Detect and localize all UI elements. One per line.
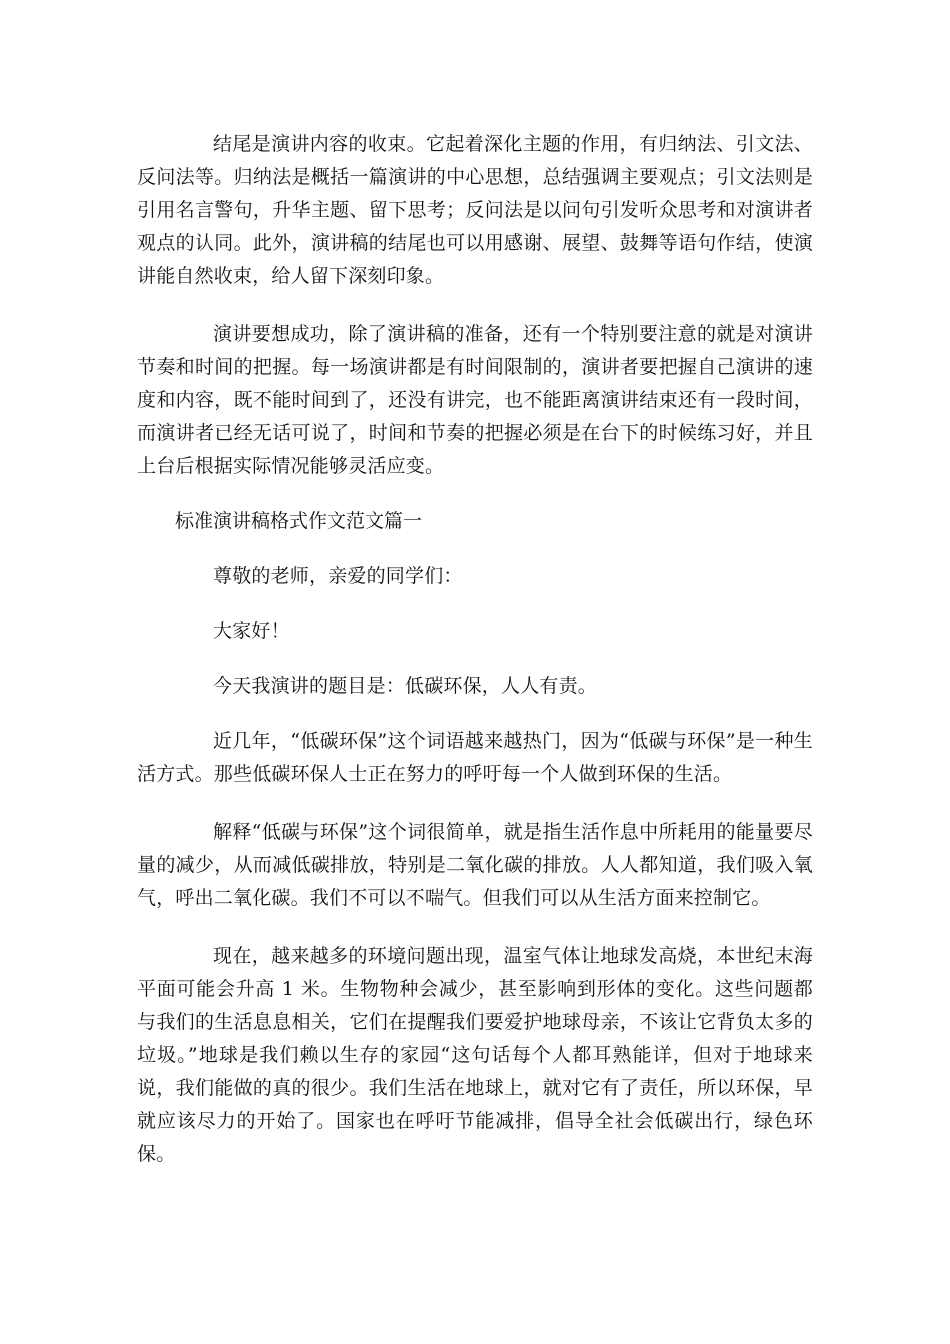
document-page	[137, 128, 813, 1171]
hello-line: 大家好！	[213, 620, 290, 642]
section-title: 标准演讲稿格式作文范文篇一	[175, 510, 423, 532]
body-paragraph: 解释“低碳与环保”这个词很简单，就是指生活作息中所耗用的能量要尽量的减少，从而减低碳排放，特别是二氧化碳的排放。人人都知道，我们吸入氧气，呼出二氧化碳。我们不可以不喘气。但我们可以从生活方面来控制它。	[137, 821, 813, 909]
speech-topic: 今天我演讲的题目是：低碳环保，人人有责。	[213, 675, 598, 697]
paragraph-rhythm-time: 演讲要想成功，除了演讲稿的准备，还有一个特别要注意的就是对演讲节奏和时间的把握。每一场演讲都是有时间限制的，演讲者要把握自己演讲的速度和内容，既不能时间到了，还没有讲完，也不能距离演讲结束还有一段时间，而演讲者已经无话可说了，时间和节奏的把握必须是在台下的时候练习好，并且上台后根据实际情况能够灵活应变。	[137, 323, 813, 477]
paragraph-ending-techniques: 结尾是演讲内容的收束。它起着深化主题的作用，有归纳法、引文法、反问法等。归纳法是概括一篇演讲的中心思想，总结强调主要观点；引文法则是引用名言警句，升华主题、留下思考；反问法是以问句引发听众思考和对演讲者观点的认同。此外，演讲稿的结尾也可以用感谢、展望、鼓舞等语句作结，使演讲能自然收束，给人留下深刻印象。	[137, 133, 813, 287]
greeting: 尊敬的老师，亲爱的同学们：	[213, 565, 463, 587]
body-paragraph: 近几年，“低碳环保”这个词语越来越热门，因为“低碳与环保”是一种生活方式。那些低碳环保人士正在努力的呼吁每一个人做到环保的生活。	[137, 730, 813, 785]
body-paragraph: 现在，越来越多的环境问题出现，温室气体让地球发高烧，本世纪末海平面可能会升高 1 米。生物物种会减少，甚至影响到形体的变化。这些问题都与我们的生活息息相关，它们在提醒我们要爱护地球母亲，不该让它背负太多的垃圾。”地球是我们赖以生存的家园“这句话每个人都耳熟能详，但对于地球来说，我们能做的真的很少。我们生活在地球上，就对它有了责任，所以环保，早就应该尽力的开始了。国家也在呼吁节能减排，倡导全社会低碳出行，绿色环保。	[137, 945, 813, 1165]
